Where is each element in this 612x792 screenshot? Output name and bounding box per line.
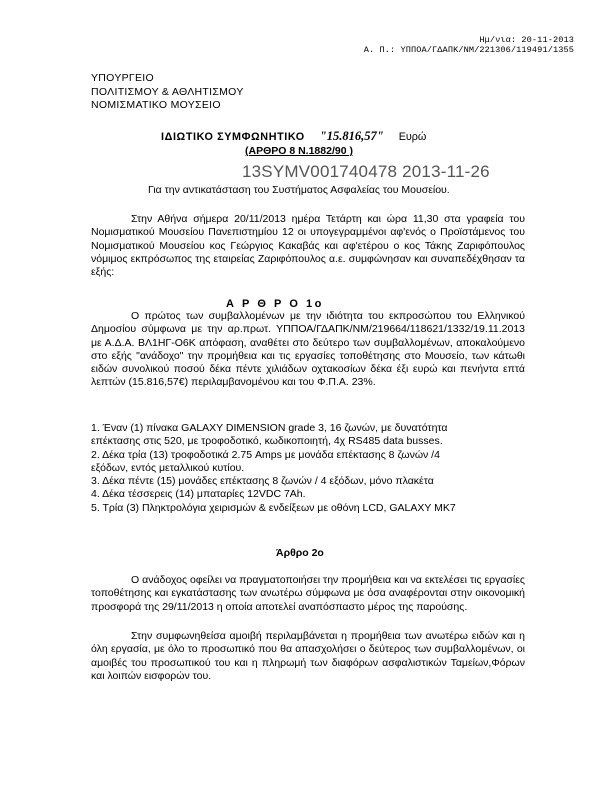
item-list: [91, 422, 531, 515]
document-title: [161, 129, 426, 144]
title-currency: Ευρώ: [398, 131, 427, 143]
document-date: Ημ/νια: 20-11-2013: [479, 35, 574, 45]
ministry-block: [91, 72, 244, 113]
ministry-line-3: ΝΟΜΙΣΜΑΤΙΚΟ ΜΟΥΣΕΙΟ: [91, 99, 221, 111]
item-line: 5. Τρία (3) Πληκτρολόγια χειρισμών & ενδείξεων με οθόνη LCD, GALAXY MK7: [91, 501, 456, 514]
registry-watermark: 13SYMV001740478 2013-11-26: [242, 162, 490, 181]
document-subtitle: (ΑΡΘΡΟ 8 Ν.1882/90 ): [245, 145, 353, 157]
ministry-line-1: ΥΠΟΥΡΓΕΙΟ: [91, 72, 154, 84]
item-line: επέκτασης στις 520, με τροφοδοτικό, κωδικοποιητή, 4χ RS485 data busses.: [91, 435, 443, 448]
item-line: 3. Δέκα πέντε (15) μονάδες επέκτασης 8 ζωνών / 4 εξόδων, μόνο πλακέτα: [91, 475, 434, 488]
intro-paragraph: Στην Αθήνα σήμερα 20/11/2013 ημέρα Τετάρτη και ώρα 11,30 στα γραφεία του Νομισματικού Μουσείου Πανεπιστημίου 12 οι υπογεγραμμένοι αφ'ενός ο Προϊστάμενος του Νομισματικού Μουσείου κος Γεώργιος Κακαβάς και αφ'ετέρου ο κος Τάκης Ζαριφόπουλος νόμιμος εκπρόσωπος της εταιρείας Ζαριφόπουλος α.ε. συμφώνησαν και συναπεδέχθησαν τα εξής:: [91, 213, 525, 279]
article-2-heading: Άρθρο 2ο: [276, 547, 324, 559]
article-1-text: Ο πρώτος των συμβαλλομένων με την ιδιότητα του εκπροσώπου του Ελληνικού Δημοσίου σύμφωνα με την αρ.πρωτ. ΥΠΠΟΑ/ΓΔΑΠΚ/ΝΜ/219664/118621/1332/19.11.2013 με Α.Δ.Α. ΒΛ1ΗΓ-Ο6Κ απόφαση, αναθέτει στο δεύτερο των συμβαλλομένων, αποκαλούμενο στο εξής "ανάδοχο" την προμήθεια και τις εργασίες τοποθέτησης στο Μουσείο, των κάτωθι ειδών συνολικού ποσού δέκα πέντε χιλιάδων οχτακοσίων δέκα έξι ευρώ και πενήντα επτά λεπτών (15.816,57€) περιλαμβανομένου και του Φ.Π.Α. 23%.: [91, 310, 525, 389]
article-2-text-1: Ο ανάδοχος οφείλει να πραγματοποιήσει την προμήθεια και να εκτελέσει τις εργασίες τοποθέτησης και εγκατάστασης των ανωτέρω σύμφωνα με όσα αναφέρονται στην οικονομική προσφορά της 29/11/2013 η οποία αποτελεί αναπόσπαστο μέρος της παρούσης.: [91, 574, 525, 613]
item-line: 4. Δέκα τέσσερεις (14) μπαταρίες 12VDC 7Ah.: [91, 488, 306, 501]
ministry-line-2: ΠΟΛΙΤΙΣΜΟΥ & ΑΘΛΗΤΙΣΜΟΥ: [91, 85, 244, 98]
document-purpose: Για την αντικατάσταση του Συστήματος Ασφαλείας του Μουσείου.: [148, 184, 450, 196]
article-2-text-2: Στην συμφωνηθείσα αμοιβή περιλαμβάνεται η προμήθεια των ανωτέρω ειδών και η όλη εργασία, με όλο το προσωπικό που θα απασχολήσει ο δεύτερος των συμβαλλομένων, οι αμοιβές του προσωπικού του και η πληρωμή των διαφόρων ασφαλιστικών Ταμείων,Φόρων και λοιπών εισφορών του.: [91, 630, 525, 682]
title-amount: "15.816,57": [319, 129, 384, 143]
title-label: ΙΔΙΩΤΙΚΟ ΣΥΜΦΩΝΗΤΙΚΟ: [161, 131, 305, 143]
item-line: 2. Δέκα τρία (13) τροφοδοτικά 2.75 Amps με μονάδα επέκτασης 8 ζωνών /4: [91, 448, 440, 461]
article-1-heading: Α Ρ Θ Ρ Ο 1ο: [226, 298, 324, 310]
item-line: 1. Έναν (1) πίνακα GALAXY DIMENSION grade 3, 16 ζωνών, με δυνατότητα: [91, 422, 448, 434]
item-line: εξόδων, εντός μεταλλικού κυτίου.: [91, 461, 245, 474]
protocol-number: Α. Π.: ΥΠΠΟΑ/ΓΔΑΠΚ/ΝΜ/221306/119491/1355: [363, 45, 574, 55]
